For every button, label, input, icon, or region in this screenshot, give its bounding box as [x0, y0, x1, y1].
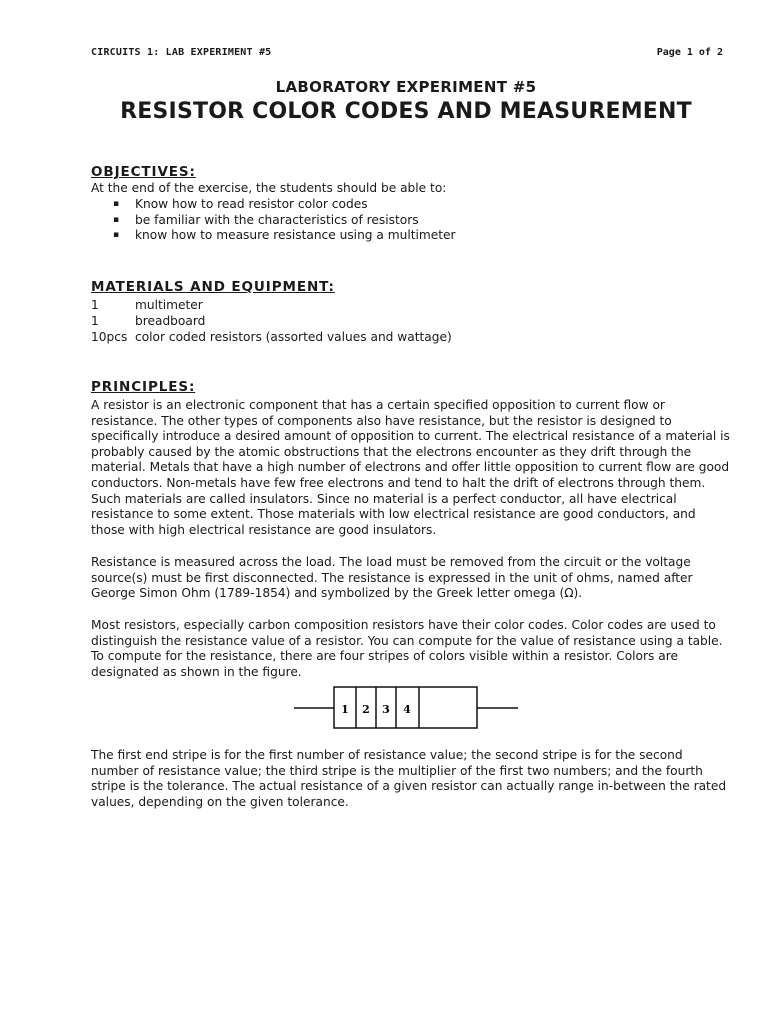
material-quantity: 1	[91, 314, 99, 329]
stripe-label-3: 3	[382, 703, 390, 716]
list-item	[113, 213, 456, 229]
stripe-label-1: 1	[341, 703, 349, 716]
page-title: RESISTOR COLOR CODES AND MEASUREMENT	[120, 99, 692, 124]
materials-heading: MATERIALS AND EQUIPMENT:	[91, 279, 335, 295]
material-name: breadboard	[135, 314, 206, 329]
stripe-label-4: 4	[403, 703, 411, 716]
stripe-label-2: 2	[362, 703, 370, 716]
running-header-title: CIRCUITS 1: LAB EXPERIMENT #5	[91, 47, 272, 58]
bullet-icon: ▪	[113, 214, 120, 225]
principles-paragraph-3: Most resistors, especially carbon composition resistors have their color codes. Color codes are used to distinguish the resistance value of a resistor. You can compute for the value of resistance using a table. To compute for the resistance, there are four stripes of colors visible within a resistor. Colors are designated as shown in the figure.	[91, 618, 723, 679]
objective-text: know how to measure resistance using a multimeter	[135, 228, 456, 243]
material-quantity: 1	[91, 298, 99, 312]
objectives-intro: At the end of the exercise, the students should be able to:	[91, 181, 447, 195]
material-name: multimeter	[135, 298, 203, 312]
objectives-list	[113, 197, 456, 244]
page-number: Page 1 of 2	[656, 47, 723, 58]
list-item	[113, 228, 456, 244]
principles-heading: PRINCIPLES:	[91, 379, 196, 395]
bullet-icon: ▪	[113, 230, 120, 241]
bullet-icon: ▪	[113, 199, 120, 209]
principles-paragraph-1: A resistor is an electronic component that has a certain specified opposition to current flow or resistance. The other types of components also have resistance, but the resistor is designed to specifically introduce a desired amount of opposition to current. The electrical resistance of a material is probably caused by the atomic obstructions that the electrons encounter as they drift through the material. Metals that have a high number of electrons and offer little opposition to current flow are good conductors. Non-metals have few free electrons and tend to halt the drift of electrons through them. Such materials are called insulators. Since no material is a perfect conductor, all have electrical resistance to some extent. Those materials with low electrical resistance are good conductors, and those with high electrical resistance are good insulators.	[91, 398, 730, 537]
material-quantity: 10pcs	[91, 330, 128, 345]
objectives-heading: OBJECTIVES:	[91, 164, 196, 180]
objective-text: Know how to read resistor color codes	[135, 197, 368, 211]
list-item	[113, 197, 456, 213]
experiment-number-title: LABORATORY EXPERIMENT #5	[275, 78, 537, 96]
principles-paragraph-2: Resistance is measured across the load. The load must be removed from the circuit or the voltage source(s) must be first disconnected. The resistance is expressed in the unit of ohms, named after George Simon Ohm (1789-1854) and symbolized by the Greek letter omega (Ω).	[91, 555, 693, 601]
resistor-diagram	[294, 686, 520, 734]
material-name: color coded resistors (assorted values and wattage)	[135, 330, 452, 345]
principles-paragraph-4: The first end stripe is for the first number of resistance value; the second stripe is for the second number of resistance value; the third stripe is the multiplier of the first two numbers; and the fourth stripe is the tolerance. The actual resistance of a given resistor can actually range in-between the rated values, depending on the given tolerance.	[91, 748, 727, 809]
objective-text: be familiar with the characteristics of resistors	[135, 212, 419, 227]
